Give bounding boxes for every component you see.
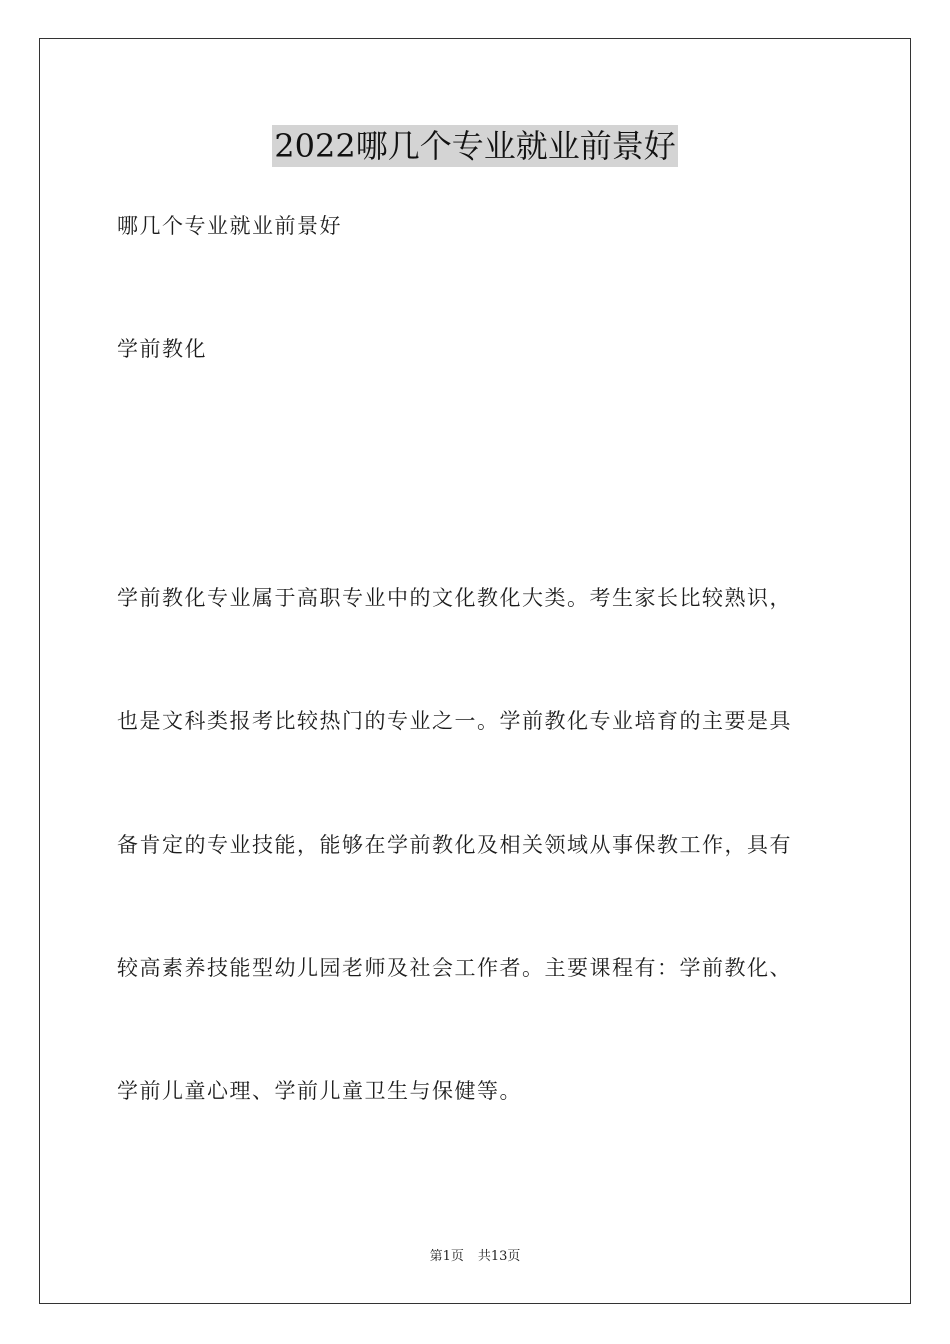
page-footer: [0, 1248, 950, 1266]
section-heading: 学前教化: [117, 337, 207, 361]
document-subtitle: 哪几个专业就业前景好: [117, 214, 342, 238]
title-container: [0, 125, 950, 167]
paragraph-line: 较高素养技能型幼儿园老师及社会工作者。主要课程有：学前教化、: [117, 956, 792, 980]
paragraph-line: 学前儿童心理、学前儿童卫生与保健等。: [117, 1079, 522, 1103]
page-number-total: 共13页: [477, 1249, 521, 1264]
paragraph-line: 也是文科类报考比较热门的专业之一。学前教化专业培育的主要是具: [117, 709, 792, 733]
document-title: 2022哪几个专业就业前景好: [274, 127, 676, 165]
page-number-current: 第1页: [429, 1249, 464, 1264]
paragraph-line: 备肯定的专业技能，能够在学前教化及相关领域从事保教工作，具有: [117, 833, 792, 857]
paragraph-line: 学前教化专业属于高职专业中的文化教化大类。考生家长比较熟识，: [117, 586, 792, 610]
